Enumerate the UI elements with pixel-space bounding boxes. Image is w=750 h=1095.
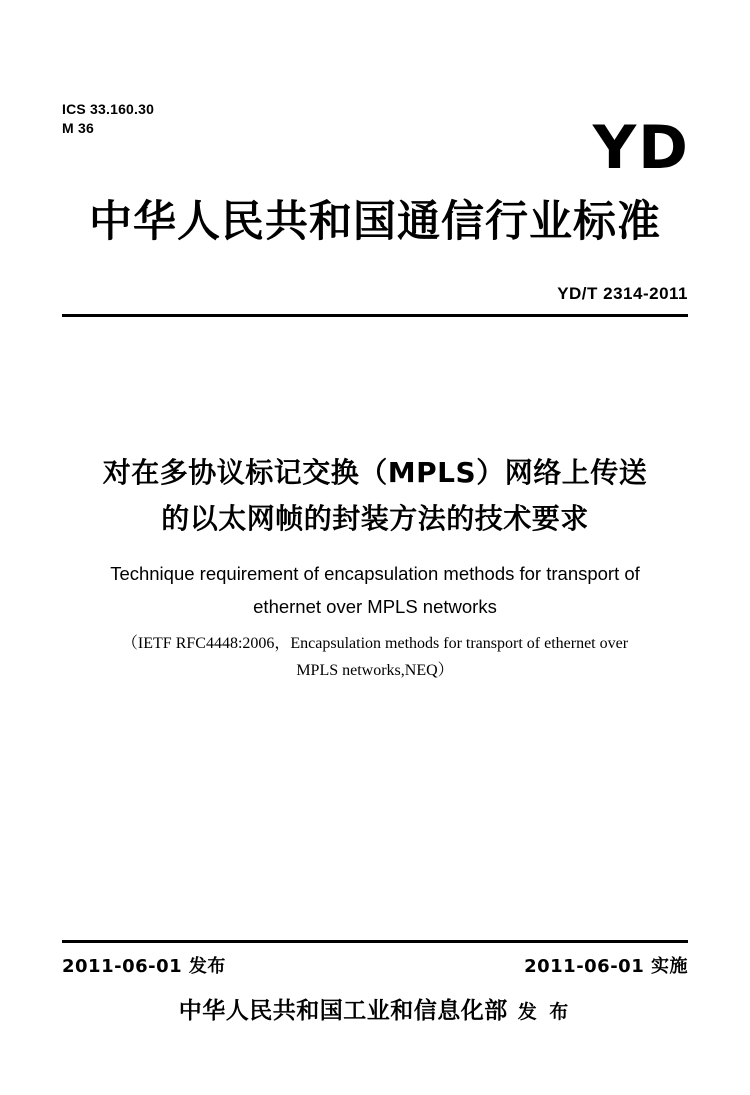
series-title: 中华人民共和国通信行业标准	[89, 197, 661, 247]
publisher-line	[0, 992, 750, 1025]
document-title	[55, 450, 695, 542]
document-title-line-2: 的以太网帧的封装方法的技术要求	[161, 502, 589, 535]
document-subtitle-line-2: ethernet over MPLS networks	[253, 596, 497, 617]
ics-code: ICS 33.160.30	[62, 101, 155, 117]
document-source-reference	[70, 630, 680, 684]
publisher-suffix: 发 布	[517, 1001, 572, 1023]
divider-bottom	[62, 940, 688, 943]
publisher-name: 中华人民共和国工业和信息化部	[178, 998, 508, 1024]
document-title-line-1: 对在多协议标记交换（MPLS）网络上传送	[102, 456, 648, 489]
standard-number: YD/T 2314-2011	[557, 284, 688, 303]
classification-codes	[62, 100, 154, 138]
category-code: M 36	[62, 120, 94, 136]
source-reference-line-1: （IETF RFC4448:2006，Encapsulation methods for transport of ethernet over	[121, 635, 629, 652]
issue-date: 2011-06-01 发布	[62, 956, 226, 977]
document-subtitle-line-1: Technique requirement of encapsulation methods for transport of	[110, 563, 640, 584]
yd-logo: YD	[592, 113, 690, 183]
effective-date: 2011-06-01 实施	[524, 956, 688, 977]
divider-top	[62, 314, 688, 317]
source-reference-line-2: MPLS networks,NEQ）	[296, 662, 454, 679]
document-subtitle	[70, 557, 680, 623]
